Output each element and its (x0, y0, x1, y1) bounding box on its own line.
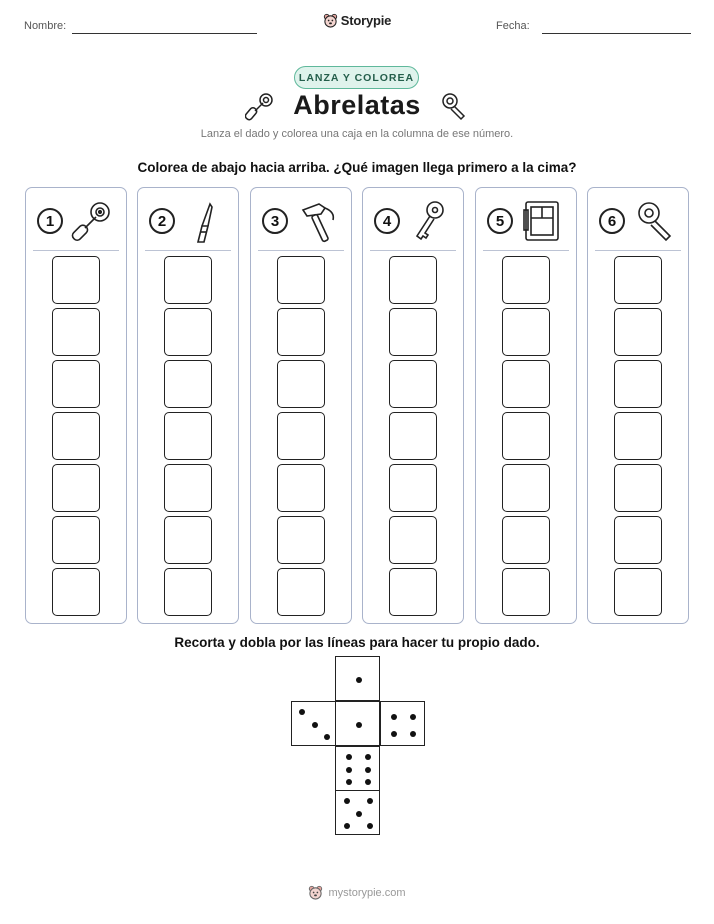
column-3 (250, 187, 352, 624)
bear-logo-icon (323, 13, 338, 28)
color-box[interactable] (277, 568, 325, 616)
column-divider (595, 250, 681, 251)
dice-pip (356, 811, 362, 817)
color-box[interactable] (52, 308, 100, 356)
column-number: 6 (599, 208, 625, 234)
color-box[interactable] (502, 516, 550, 564)
dice-face-3 (291, 701, 336, 746)
column-number: 3 (262, 208, 288, 234)
column-header (26, 196, 126, 250)
dice-pip (367, 798, 373, 804)
column-header (251, 196, 351, 250)
dice-pip (365, 754, 371, 760)
column-number: 5 (487, 208, 513, 234)
column-divider (483, 250, 569, 251)
color-box[interactable] (389, 360, 437, 408)
color-box[interactable] (502, 568, 550, 616)
column-6 (587, 187, 689, 624)
dice-pip (410, 714, 416, 720)
color-box[interactable] (164, 516, 212, 564)
column-divider (33, 250, 119, 251)
title-row (0, 90, 714, 121)
dice-pip (391, 714, 397, 720)
dice-pip (365, 779, 371, 785)
color-box[interactable] (614, 516, 662, 564)
footer-url: mystorypie.com (328, 886, 406, 899)
color-box[interactable] (389, 412, 437, 460)
color-box[interactable] (164, 412, 212, 460)
color-box[interactable] (164, 308, 212, 356)
color-box[interactable] (614, 568, 662, 616)
color-box[interactable] (389, 308, 437, 356)
color-box[interactable] (52, 568, 100, 616)
color-box[interactable] (502, 464, 550, 512)
dice-face-4 (380, 701, 425, 746)
column-divider (370, 250, 456, 251)
dice-pip (324, 734, 330, 740)
date-label: Fecha: (496, 20, 530, 32)
color-box[interactable] (164, 568, 212, 616)
column-header (138, 196, 238, 250)
dice-pip (312, 722, 318, 728)
color-box[interactable] (277, 516, 325, 564)
color-box[interactable] (389, 256, 437, 304)
column-header (588, 196, 688, 250)
bear-logo-icon (308, 885, 323, 900)
dice-pip (346, 779, 352, 785)
dice-face-1 (335, 701, 380, 746)
color-box[interactable] (277, 308, 325, 356)
wall-can-opener-icon (520, 198, 564, 244)
color-box[interactable] (52, 256, 100, 304)
color-box[interactable] (52, 360, 100, 408)
column-header (476, 196, 576, 250)
dice-pip (365, 767, 371, 773)
column-1 (25, 187, 127, 624)
dice-face-1 (335, 656, 380, 701)
instruction-bottom: Recorta y dobla por las líneas para hacer tu propio dado. (174, 635, 540, 650)
color-box[interactable] (614, 464, 662, 512)
subtitle: Lanza el dado y colorea una caja en la columna de ese número. (200, 128, 514, 140)
name-label: Nombre: (24, 20, 67, 32)
color-box[interactable] (502, 256, 550, 304)
column-divider (145, 250, 231, 251)
color-box[interactable] (164, 360, 212, 408)
color-box[interactable] (277, 360, 325, 408)
column-number: 1 (37, 208, 63, 234)
color-box[interactable] (614, 360, 662, 408)
dice-pip (367, 823, 373, 829)
name-line (72, 33, 257, 34)
footer (0, 885, 714, 900)
color-box[interactable] (502, 360, 550, 408)
color-box[interactable] (164, 256, 212, 304)
dice-pip (410, 731, 416, 737)
color-box[interactable] (52, 412, 100, 460)
wheel-can-opener-icon (439, 91, 469, 121)
color-box[interactable] (52, 464, 100, 512)
color-box[interactable] (277, 256, 325, 304)
color-box[interactable] (389, 568, 437, 616)
color-box[interactable] (502, 308, 550, 356)
dice-pip (344, 798, 350, 804)
color-box[interactable] (52, 516, 100, 564)
column-2 (137, 187, 239, 624)
column-divider (258, 250, 344, 251)
dice-pip (344, 823, 350, 829)
color-box[interactable] (389, 516, 437, 564)
wheel-can-opener-icon (632, 198, 676, 244)
column-header (363, 196, 463, 250)
dice-pip (346, 754, 352, 760)
color-box[interactable] (277, 412, 325, 460)
instruction-top: Colorea de abajo hacia arriba. ¿Qué imagen llega primero a la cima? (137, 160, 577, 175)
dice-pip (299, 709, 305, 715)
dice-pip (356, 677, 362, 683)
color-box[interactable] (277, 464, 325, 512)
dice-pip (356, 722, 362, 728)
dice-pip (346, 767, 352, 773)
column-5 (475, 187, 577, 624)
color-box[interactable] (389, 464, 437, 512)
dice-pip (391, 731, 397, 737)
color-box[interactable] (614, 256, 662, 304)
color-box[interactable] (614, 308, 662, 356)
column-4 (362, 187, 464, 624)
hammer-can-opener-icon (295, 198, 339, 244)
color-box[interactable] (502, 412, 550, 460)
color-box[interactable] (164, 464, 212, 512)
brand-logo (0, 13, 714, 28)
date-line (542, 33, 691, 34)
key-can-opener-icon (407, 198, 451, 244)
dice-face-6 (335, 746, 380, 791)
roller-can-opener-icon (70, 198, 114, 244)
color-box[interactable] (614, 412, 662, 460)
dice-face-5 (335, 790, 380, 835)
activity-badge: LANZA Y COLOREA (294, 66, 419, 89)
roller-can-opener-icon (245, 91, 275, 121)
column-number: 4 (374, 208, 400, 234)
column-number: 2 (149, 208, 175, 234)
blade-can-opener-icon (182, 198, 226, 244)
brand-name: Storypie (340, 13, 392, 28)
page-title: Abrelatas (293, 90, 421, 120)
